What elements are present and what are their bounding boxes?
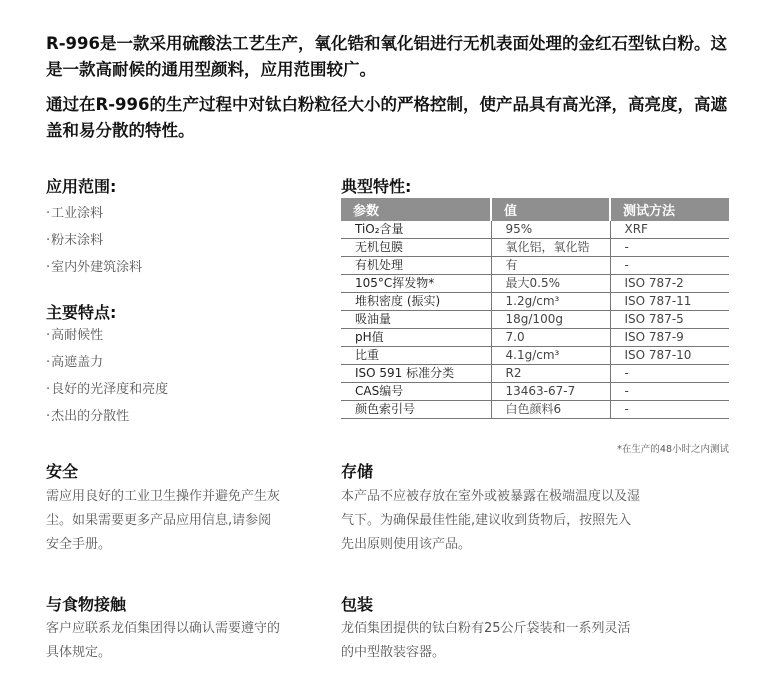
cell-value: 4.1g/cm³ xyxy=(491,347,610,365)
table-row xyxy=(341,347,729,365)
table-row xyxy=(341,311,729,329)
cell-method: ISO 787-5 xyxy=(610,311,729,329)
properties-table xyxy=(341,198,729,419)
cell-method: ISO 787-10 xyxy=(610,347,729,365)
cell-parameter: ISO 591 标准分类 xyxy=(341,365,491,383)
features-list xyxy=(46,322,168,430)
cell-value: 氧化铝，氧化锆 xyxy=(491,239,610,257)
cell-method: ISO 787-2 xyxy=(610,275,729,293)
food-contact-text: 客户应联系龙佰集团得以确认需要遵守的具体规定。 xyxy=(46,621,281,660)
table-header-row xyxy=(341,198,729,221)
header-parameter: 参数 xyxy=(341,198,491,221)
cell-parameter: CAS编号 xyxy=(341,383,491,401)
list-item: · 室内外建筑涂料 xyxy=(46,254,142,281)
intro-paragraph-2: 通过在R-996的生产过程中对钛白粉粒径大小的严格控制，使产品具有高光泽，高亮度，高遮盖和易分散的特性。 xyxy=(46,95,727,140)
cell-parameter: pH值 xyxy=(341,329,491,347)
list-item: · 高耐候性 xyxy=(46,322,168,349)
cell-value: 7.0 xyxy=(491,329,610,347)
cell-method: ISO 787-9 xyxy=(610,329,729,347)
cell-method: XRF xyxy=(610,221,729,239)
table-row xyxy=(341,257,729,275)
list-item: · 粉末涂料 xyxy=(46,227,142,254)
cell-value: 白色颜料6 xyxy=(491,401,610,419)
features-title: 主要特点: xyxy=(46,303,117,322)
cell-parameter: TiO₂含量 xyxy=(341,221,491,239)
food-contact-title: 与食物接触 xyxy=(46,595,127,614)
cell-method: - xyxy=(610,239,729,257)
cell-parameter: 比重 xyxy=(341,347,491,365)
safety-text: 需应用良好的工业卫生操作并避免产生灰尘。如果需要更多产品应用信息,请参阅安全手册。 xyxy=(46,489,281,552)
table-row xyxy=(341,329,729,347)
cell-value: 13463-67-7 xyxy=(491,383,610,401)
intro-paragraph-1: R-996是一款采用硫酸法工艺生产，氧化锆和氧化铝进行无机表面处理的金红石型钛白粉。这是一款高耐候的通用型颜料，应用范围较广。 xyxy=(46,34,727,79)
storage-title: 存储 xyxy=(341,462,374,481)
cell-value: 有 xyxy=(491,257,610,275)
table-row xyxy=(341,221,729,239)
cell-method: - xyxy=(610,257,729,275)
cell-value: R2 xyxy=(491,365,610,383)
table-footnote: *在生产的48小时之内测试 xyxy=(617,444,729,455)
list-item: · 高遮盖力 xyxy=(46,349,168,376)
cell-parameter: 105°C挥发物* xyxy=(341,275,491,293)
list-item: · 工业涂料 xyxy=(46,200,142,227)
list-item: · 良好的光泽度和亮度 xyxy=(46,376,168,403)
header-value: 值 xyxy=(491,198,610,221)
properties-title: 典型特性: xyxy=(341,177,412,196)
cell-value: 1.2g/cm³ xyxy=(491,293,610,311)
cell-parameter: 有机处理 xyxy=(341,257,491,275)
cell-value: 95% xyxy=(491,221,610,239)
table-row xyxy=(341,293,729,311)
cell-parameter: 颜色索引号 xyxy=(341,401,491,419)
cell-parameter: 堆积密度 (振实) xyxy=(341,293,491,311)
cell-method: - xyxy=(610,365,729,383)
packaging-text: 龙佰集团提供的钛白粉有25公斤袋装和一系列灵活的中型散装容器。 xyxy=(341,621,631,660)
cell-value: 18g/100g xyxy=(491,311,610,329)
cell-method: - xyxy=(610,401,729,419)
storage-text: 本产品不应被存放在室外或被暴露在极端温度以及湿气下。为确保最佳性能,建议收到货物后，按照先入先出原则使用该产品。 xyxy=(341,489,641,552)
packaging-title: 包装 xyxy=(341,595,374,614)
application-title: 应用范围: xyxy=(46,177,117,196)
cell-method: - xyxy=(610,383,729,401)
table-row xyxy=(341,383,729,401)
cell-parameter: 无机包膜 xyxy=(341,239,491,257)
list-item: · 杰出的分散性 xyxy=(46,403,168,430)
cell-method: ISO 787-11 xyxy=(610,293,729,311)
table-row xyxy=(341,275,729,293)
table-row xyxy=(341,365,729,383)
table-row xyxy=(341,401,729,419)
cell-value: 最大0.5% xyxy=(491,275,610,293)
header-test-method: 测试方法 xyxy=(610,198,729,221)
safety-title: 安全 xyxy=(46,462,79,481)
cell-parameter: 吸油量 xyxy=(341,311,491,329)
table-row xyxy=(341,239,729,257)
application-list xyxy=(46,200,142,281)
